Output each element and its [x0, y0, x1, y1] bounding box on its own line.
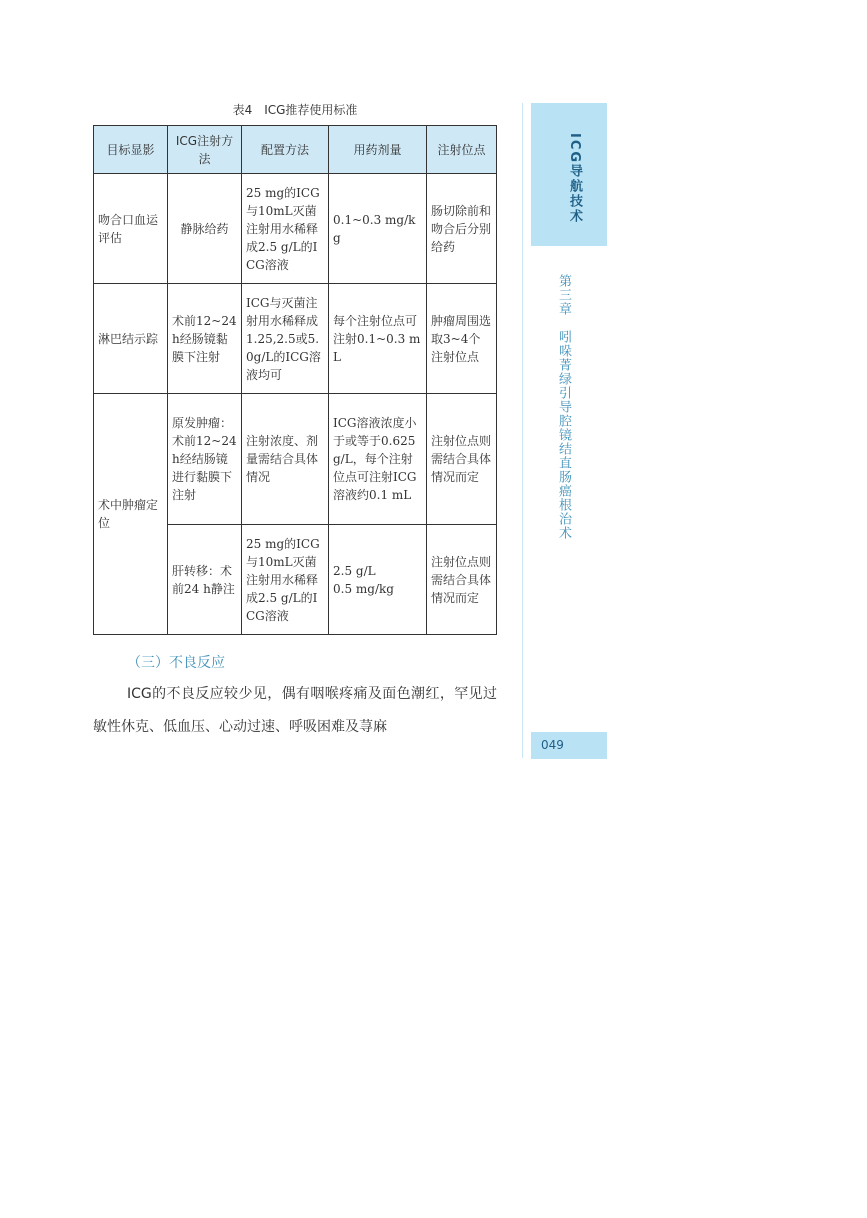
- page-number: 049: [541, 738, 564, 752]
- icg-recommendation-table: [93, 125, 497, 635]
- cell-prep: 25 mg的ICG与10mL灭菌注射用水稀释成2.5 g/L的ICG溶液: [242, 174, 329, 284]
- cell-site: 注射位点则需结合具体情况而定: [427, 525, 497, 635]
- cell-method: 静脉给药: [168, 174, 242, 284]
- cell-site: 注射位点则需结合具体情况而定: [427, 394, 497, 525]
- cell-dose: 2.5 g/L 0.5 mg/kg: [329, 525, 427, 635]
- header-site: 注射位点: [427, 126, 497, 174]
- header-target: 目标显影: [94, 126, 168, 174]
- chapter-title: 第三章 吲哚菁绿引导腔镜结直肠癌根治术: [556, 274, 571, 540]
- cell-site: 肠切除前和吻合后分别给药: [427, 174, 497, 284]
- side-tab-title: ICG导航技术: [567, 133, 582, 225]
- header-prep: 配置方法: [242, 126, 329, 174]
- cell-prep: ICG与灭菌注射用水稀释成1.25,2.5或5.0g/L的ICG溶液均可: [242, 284, 329, 394]
- table-caption: 表4 ICG推荐使用标准: [232, 103, 358, 117]
- cell-prep: 注射浓度、剂量需结合具体情况: [242, 394, 329, 525]
- header-dose: 用药剂量: [329, 126, 427, 174]
- cell-method: 肝转移：术前24 h静注: [168, 525, 242, 635]
- page-number-badge: [531, 732, 607, 759]
- cell-target: 术中肿瘤定位: [94, 394, 168, 635]
- table-row: [94, 174, 497, 284]
- cell-method: 原发肿瘤：术前12~24h经结肠镜进行黏膜下注射: [168, 394, 242, 525]
- cell-dose: ICG溶液浓度小于或等于0.625 g/L，每个注射位点可注射ICG溶液约0.1 mL: [329, 394, 427, 525]
- table-header-row: [94, 126, 497, 174]
- cell-target: 淋巴结示踪: [94, 284, 168, 394]
- table-row: [94, 394, 497, 525]
- body-paragraph: ICG的不良反应较少见，偶有咽喉疼痛及面色潮红，罕见过敏性休克、低血压、心动过速、呼吸困难及荨麻: [93, 686, 497, 735]
- header-method: ICG注射方法: [168, 126, 242, 174]
- cell-dose: 每个注射位点可注射0.1~0.3 mL: [329, 284, 427, 394]
- side-tab: [531, 103, 607, 246]
- cell-method: 术前12~24 h经肠镜黏膜下注射: [168, 284, 242, 394]
- cell-dose: 0.1~0.3 mg/kg: [329, 174, 427, 284]
- cell-target: 吻合口血运评估: [94, 174, 168, 284]
- cell-site: 肿瘤周围选取3~4个注射位点: [427, 284, 497, 394]
- margin-divider: [522, 103, 523, 758]
- cell-prep: 25 mg的ICG与10mL灭菌注射用水稀释成2.5 g/L的ICG溶液: [242, 525, 329, 635]
- table-row: [94, 284, 497, 394]
- section-heading: （三）不良反应: [127, 655, 225, 671]
